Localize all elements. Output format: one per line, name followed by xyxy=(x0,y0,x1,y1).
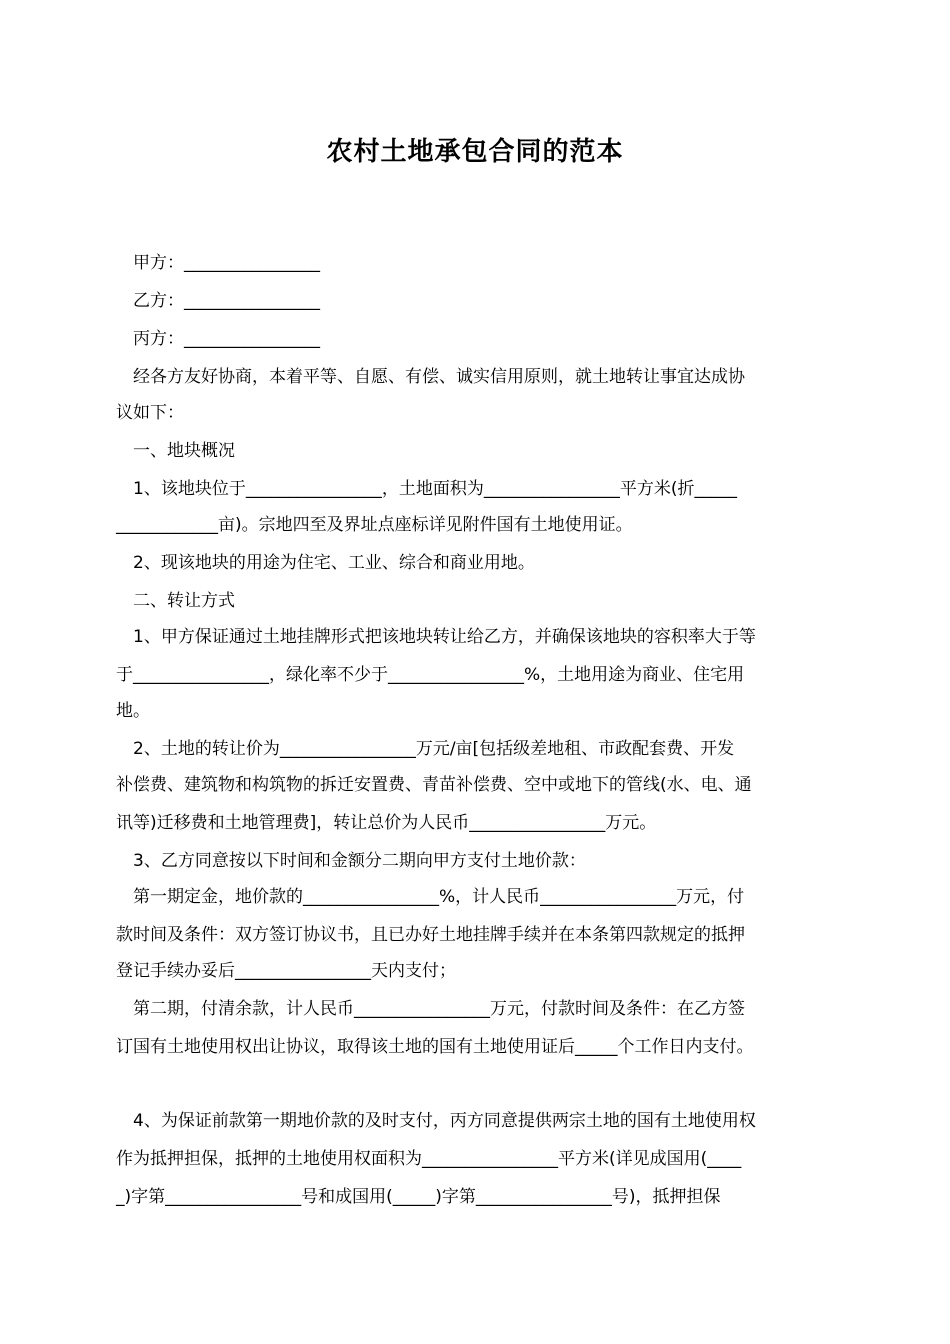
paragraph-line: 1、该地块位于________________，土地面积为________________平方米(折_____ xyxy=(116,479,737,499)
paragraph-line: 作为抵押担保，抵押的土地使用权面积为________________平方米(详见成国用(____ xyxy=(116,1149,742,1169)
paragraph-line: 地。 xyxy=(116,701,150,721)
paragraph-line: 款时间及条件：双方签订协议书，且已办好土地挂牌手续并在本条第四款规定的抵押 xyxy=(116,925,745,945)
preamble-line: 经各方友好协商，本着平等、自愿、有偿、诚实信用原则，就土地转让事宜达成协 xyxy=(116,367,745,387)
party-a-line: 甲方：________________ xyxy=(116,253,320,273)
paragraph-line: 2、土地的转让价为________________万元/亩[包括级差地租、市政配套费、开发 xyxy=(116,739,735,759)
paragraph-line: _)字第________________号和成国用(_____)字第________________号)，抵押担保 xyxy=(116,1187,721,1207)
paragraph-line: 于________________，绿化率不少于________________%，土地用途为商业、住宅用 xyxy=(116,665,745,685)
document-title: 农村土地承包合同的范本 xyxy=(326,137,624,167)
paragraph-line: 订国有土地使用权出让协议，取得该土地的国有土地使用证后_____个工作日内支付。 xyxy=(116,1037,754,1057)
paragraph-line: 2、现该地块的用途为住宅、工业、综合和商业用地。 xyxy=(116,553,535,573)
party-c-line: 丙方：________________ xyxy=(116,329,320,349)
paragraph-line: 补偿费、建筑物和构筑物的拆迁安置费、青苗补偿费、空中或地下的管线(水、电、通 xyxy=(116,775,752,795)
paragraph-line: 登记手续办妥后________________天内支付； xyxy=(116,961,456,981)
preamble-line: 议如下： xyxy=(116,403,184,423)
section-heading: 二、转让方式 xyxy=(116,591,235,611)
paragraph-line: 3、乙方同意按以下时间和金额分二期向甲方支付土地价款： xyxy=(116,851,586,871)
paragraph-line: ____________亩)。宗地四至及界址点座标详见附件国有土地使用证。 xyxy=(116,515,633,535)
party-b-line: 乙方：________________ xyxy=(116,291,320,311)
paragraph-line: 第一期定金，地价款的________________%，计人民币________________万元，付 xyxy=(116,887,745,907)
paragraph-line: 讯等)迁移费和土地管理费]，转让总价为人民币________________万元。 xyxy=(116,813,657,833)
paragraph-line: 第二期，付清余款，计人民币________________万元，付款时间及条件：在乙方签 xyxy=(116,999,745,1019)
paragraph-line: 4、为保证前款第一期地价款的及时支付，丙方同意提供两宗土地的国有土地使用权 xyxy=(116,1111,756,1131)
paragraph-line: 1、甲方保证通过土地挂牌形式把该地块转让给乙方，并确保该地块的容积率大于等 xyxy=(116,627,756,647)
section-heading: 一、地块概况 xyxy=(116,441,235,461)
